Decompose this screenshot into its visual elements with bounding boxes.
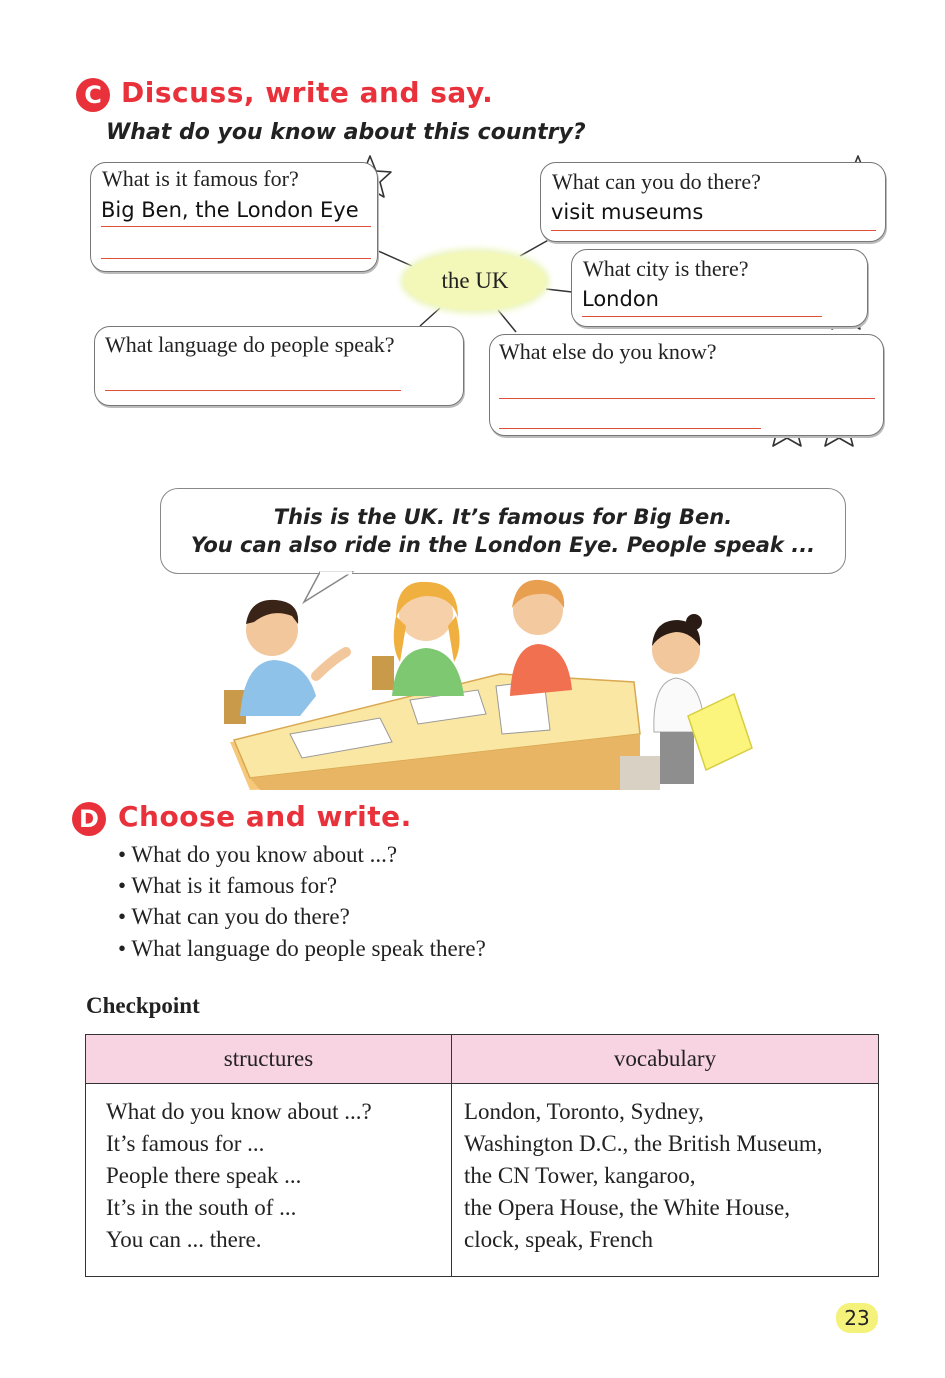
answer-line bbox=[582, 316, 822, 317]
structure-item: It’s famous for ... bbox=[106, 1131, 265, 1156]
speech-line-1: This is the UK. It’s famous for Big Ben. bbox=[273, 505, 733, 529]
do-there-question: What can you do there? bbox=[552, 169, 761, 194]
answer-line[interactable] bbox=[499, 428, 761, 429]
checkpoint-title: Checkpoint bbox=[86, 993, 200, 1018]
vocabulary-header: vocabulary bbox=[452, 1035, 879, 1084]
vocabulary-item: the CN Tower, kangaroo, bbox=[464, 1163, 696, 1188]
bullet-item: • What is it famous for? bbox=[118, 873, 338, 898]
famous-for-question: What is it famous for? bbox=[102, 166, 299, 191]
bullet-item: • What can you do there? bbox=[118, 904, 350, 929]
do-there-answer: visit museums bbox=[551, 200, 704, 224]
section-c-badge: C bbox=[76, 78, 110, 112]
city-answer: London bbox=[582, 287, 659, 311]
vocabulary-item: Washington D.C., the British Museum, bbox=[464, 1131, 823, 1156]
answer-line[interactable] bbox=[105, 390, 401, 391]
speech-bubble bbox=[160, 488, 846, 574]
bullet-item: • What language do people speak there? bbox=[118, 936, 486, 961]
famous-for-answer: Big Ben, the London Eye bbox=[101, 198, 359, 222]
structures-cell bbox=[86, 1084, 452, 1277]
page-number: 23 bbox=[836, 1303, 878, 1333]
structures-header: structures bbox=[86, 1035, 452, 1084]
section-d-title: Choose and write. bbox=[118, 800, 412, 833]
speech-line-2: You can also ride in the London Eye. People speak ... bbox=[190, 533, 816, 557]
vocabulary-cell bbox=[452, 1084, 879, 1277]
else-question: What else do you know? bbox=[499, 339, 717, 364]
answer-line[interactable] bbox=[101, 258, 371, 259]
section-c-subtitle: What do you know about this country? bbox=[106, 120, 586, 145]
section-c-title: Discuss, write and say. bbox=[121, 76, 494, 109]
answer-line[interactable] bbox=[499, 398, 875, 399]
structure-item: What do you know about ...? bbox=[106, 1099, 372, 1124]
structure-item: You can ... there. bbox=[106, 1227, 262, 1252]
structure-item: People there speak ... bbox=[106, 1163, 302, 1188]
vocabulary-item: clock, speak, French bbox=[464, 1227, 654, 1252]
center-country: the UK bbox=[404, 252, 546, 310]
vocabulary-item: London, Toronto, Sydney, bbox=[464, 1099, 704, 1124]
language-question: What language do people speak? bbox=[105, 332, 395, 357]
vocabulary-item: the Opera House, the White House, bbox=[464, 1195, 790, 1220]
answer-line bbox=[101, 226, 371, 227]
bullet-item: • What do you know about ...? bbox=[118, 842, 398, 867]
city-question: What city is there? bbox=[583, 256, 749, 281]
section-d-badge: D bbox=[72, 802, 106, 836]
checkpoint-table bbox=[85, 1034, 879, 1277]
children-illustration bbox=[220, 566, 760, 792]
structure-item: It’s in the south of ... bbox=[106, 1195, 297, 1220]
answer-line bbox=[551, 230, 876, 231]
